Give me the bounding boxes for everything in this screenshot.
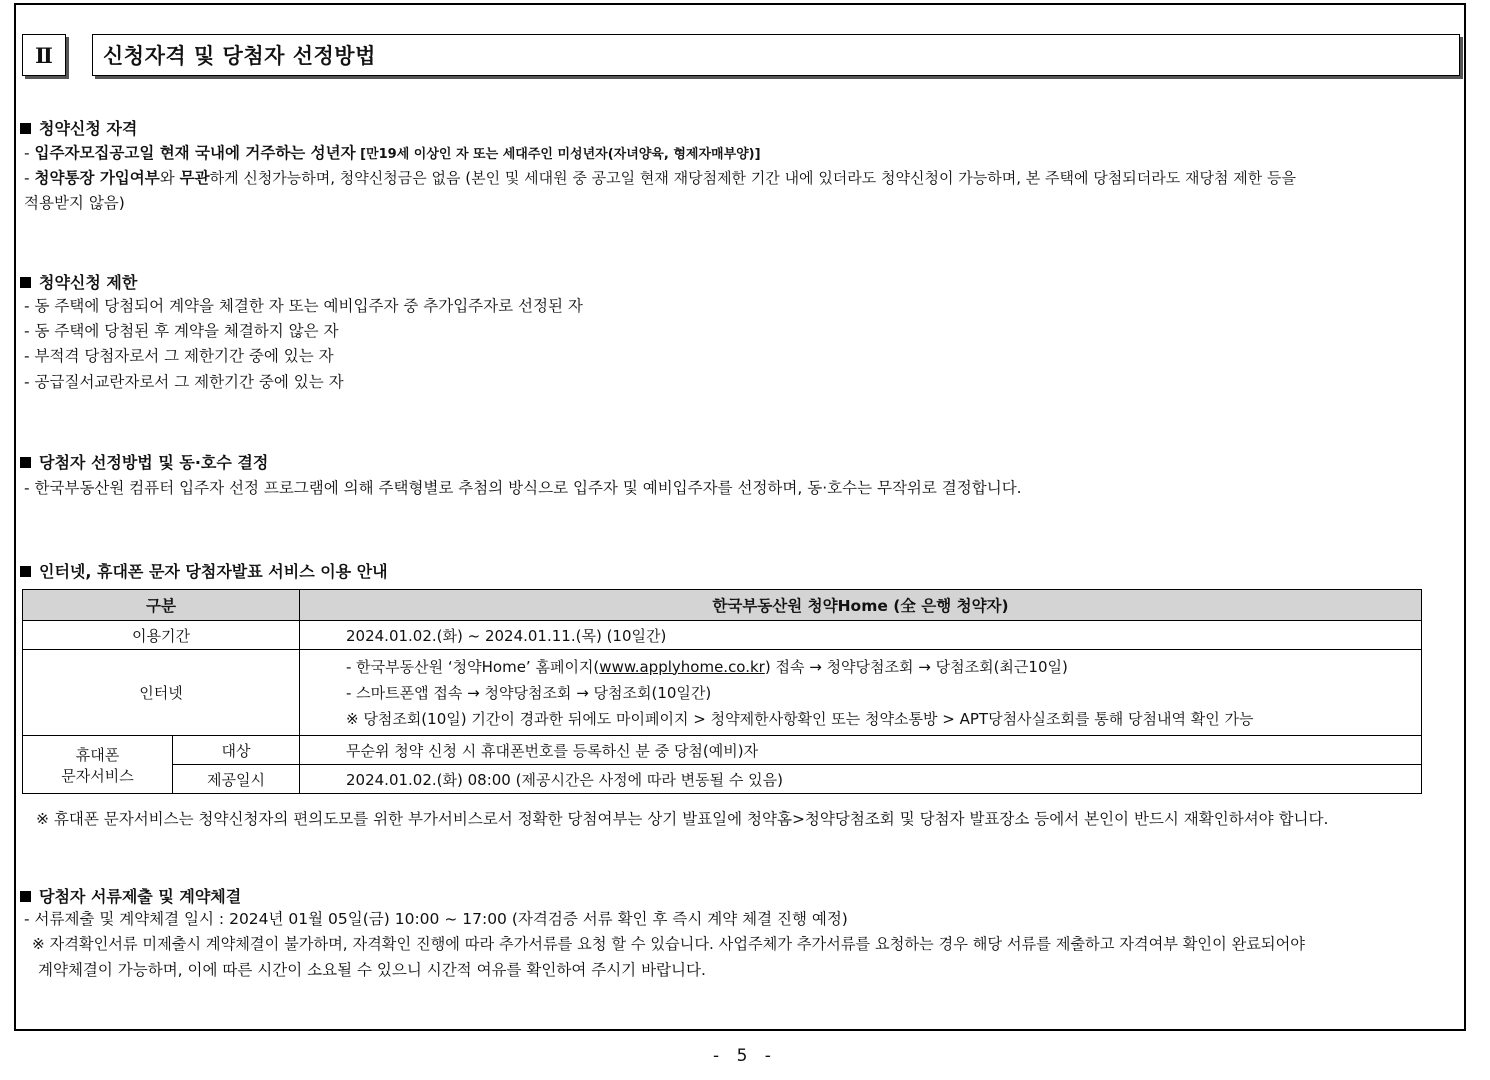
heading-eligibility	[20, 116, 137, 139]
contract-line-1: - 서류제출 및 계약체결 일시 : 2024년 01월 05일(금) 10:00 ~ 17:00 (자격검증 서류 확인 후 즉시 계약 체결 진행 예정)	[24, 910, 848, 928]
text: - 한국부동산원 ‘청약Home’ 홈페이지(	[346, 657, 600, 676]
page-number: - 5 -	[713, 1046, 777, 1066]
announcement-service-table	[22, 589, 1422, 794]
internet-line-3: ※ 당첨조회(10일) 기간이 경과한 뒤에도 마이페이지 > 청약제한사항확인 또는 청약소통방 > APT당첨사실조회를 통해 당첨내역 확인 가능	[346, 709, 1254, 728]
table-header-provider: 한국부동산원 청약Home (全 은행 청약자)	[300, 590, 1422, 621]
eligibility-line-3: 적용받지 않음)	[24, 194, 125, 212]
heading-contract	[20, 884, 241, 907]
dash: -	[24, 169, 35, 187]
contract-line-3: 계약체결이 가능하며, 이에 따른 시간이 소요될 수 있으니 시간적 여유를 확인하여 주시기 바랍니다.	[38, 961, 706, 979]
internet-line-1	[346, 654, 1421, 680]
target-label: 대상	[173, 736, 300, 765]
table-header-category: 구분	[23, 590, 300, 621]
text: ) 접속 → 청약당첨조회 → 당첨조회(최근10일)	[764, 657, 1068, 676]
square-bullet-icon	[20, 891, 31, 902]
internet-details	[300, 650, 1422, 736]
heading-restrictions	[20, 270, 137, 293]
section-title: 신청자격 및 당첨자 선정방법	[92, 34, 1460, 76]
dash: -	[24, 144, 35, 162]
date-label: 제공일시	[173, 765, 300, 794]
table-row	[23, 765, 1422, 794]
eligibility-line-1	[24, 143, 761, 165]
text: 하게 신청가능하며, 청약신청금은 없음 (본인 및 세대원 중 공고일 현재 재당첨제한 기간 내에 있더라도 청약신청이 가능하며, 본 주택에 당첨되더라도 재당첨 제한 등을	[209, 169, 1296, 187]
eligibility-age-note: [만19세 이상인 자 또는 세대주인 미성년자(자녀양육, 형제자매부양)]	[355, 147, 761, 162]
square-bullet-icon	[20, 277, 31, 288]
heading-text: 당첨자 서류제출 및 계약체결	[39, 887, 242, 906]
bold-text: 무관	[179, 169, 210, 187]
square-bullet-icon	[20, 566, 31, 577]
heading-text: 청약신청 제한	[39, 273, 138, 292]
heading-text: 인터넷, 휴대폰 문자 당첨자발표 서비스 이용 안내	[39, 562, 388, 581]
sms-service-note: ※ 휴대폰 문자서비스는 청약신청자의 편의도모를 위한 부가서비스로서 정확한 당첨여부는 상기 발표일에 청약홈>청약당첨조회 및 당첨자 발표장소 등에서 본인이 반드시 재확인하셔야 합니다.	[36, 810, 1329, 828]
contract-line-2: ※ 자격확인서류 미제출시 계약체결이 불가하며, 자격확인 진행에 따라 추가서류를 요청 할 수 있습니다. 사업주체가 추가서류를 요청하는 경우 해당 서류를 제출하고 자격여부 확인이 완료되어야	[32, 935, 1305, 953]
restriction-item: - 부적격 당첨자로서 그 제한기간 중에 있는 자	[24, 347, 334, 365]
period-value: 2024.01.02.(화) ~ 2024.01.11.(목) (10일간)	[300, 621, 1422, 650]
applyhome-link[interactable]: www.applyhome.co.kr	[599, 657, 765, 676]
square-bullet-icon	[20, 457, 31, 468]
sms-service-label	[23, 736, 173, 794]
eligibility-bold-text: 입주자모집공고일 현재 국내에 거주하는 성년자	[34, 144, 356, 162]
date-value: 2024.01.02.(화) 08:00 (제공시간은 사정에 따라 변동될 수 있음)	[300, 765, 1422, 794]
heading-text: 청약신청 자격	[39, 119, 138, 138]
internet-line-2: - 스마트폰앱 접속 → 청약당첨조회 → 당첨조회(10일간)	[346, 683, 712, 702]
bold-text: 청약통장 가입여부	[34, 169, 160, 187]
restriction-item: - 동 주택에 당첨되어 계약을 체결한 자 또는 예비입주자 중 추가입주자로 선정된 자	[24, 297, 583, 315]
restriction-item: - 공급질서교란자로서 그 제한기간 중에 있는 자	[24, 373, 344, 391]
text: 와	[159, 169, 180, 187]
selection-method-line: - 한국부동산원 컴퓨터 입주자 선정 프로그램에 의해 주택형별로 추첨의 방식으로 입주자 및 예비입주자를 선정하며, 동·호수는 무작위로 결정합니다.	[24, 479, 1022, 497]
heading-text: 당첨자 선정방법 및 동·호수 결정	[39, 453, 269, 472]
sms-label-line-1: 휴대폰	[75, 745, 120, 764]
sms-label-line-2: 문자서비스	[61, 766, 134, 785]
heading-announcement-service	[20, 559, 388, 582]
restriction-item: - 동 주택에 당첨된 후 계약을 체결하지 않은 자	[24, 322, 339, 340]
square-bullet-icon	[20, 123, 31, 134]
table-row	[23, 650, 1422, 736]
table-header-row	[23, 590, 1422, 621]
table-row	[23, 736, 1422, 765]
target-value: 무순위 청약 신청 시 휴대폰번호를 등록하신 분 중 당첨(예비)자	[300, 736, 1422, 765]
heading-selection-method	[20, 450, 268, 473]
section-number-box: Ⅱ	[22, 34, 66, 76]
period-label: 이용기간	[23, 621, 300, 650]
table-row	[23, 621, 1422, 650]
eligibility-line-2	[24, 168, 1296, 188]
internet-label: 인터넷	[23, 650, 300, 736]
